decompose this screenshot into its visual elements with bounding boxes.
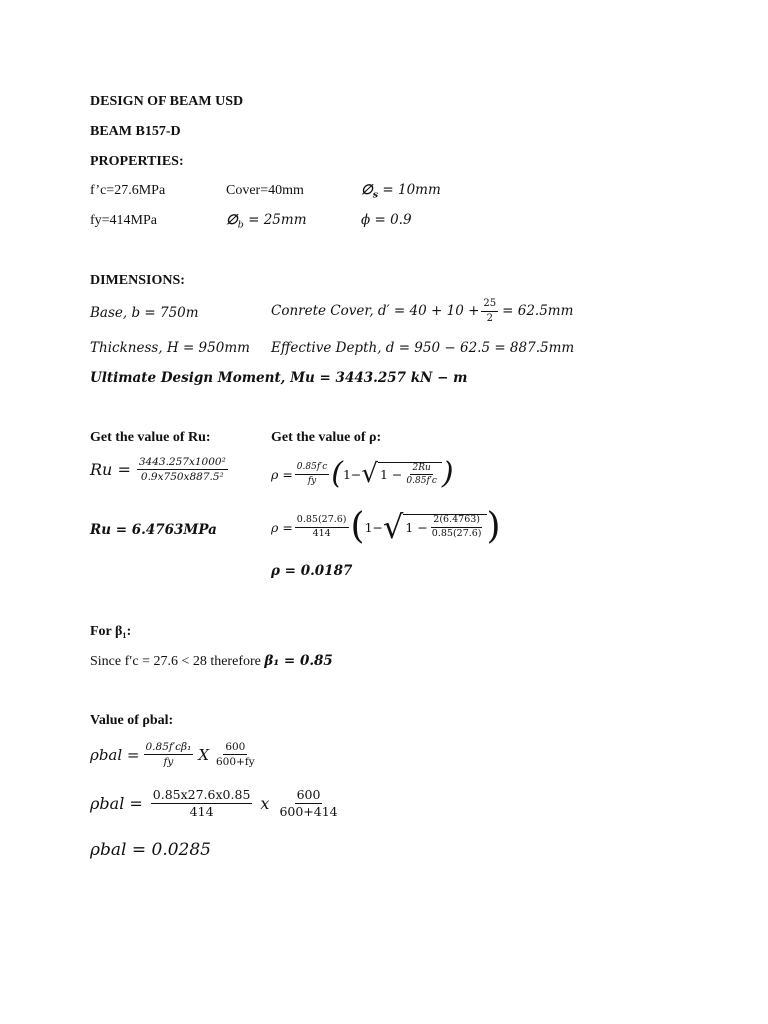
fc-value: f’c=27.6MPa: [90, 183, 166, 198]
effective-depth-value: Effective Depth, d = 950 − 62.5 = 887.5mm: [271, 340, 575, 356]
dimensions-heading: DIMENSIONS:: [90, 273, 185, 288]
thickness-value: Thickness, H = 950mm: [90, 340, 250, 356]
ultimate-moment-value: Ultimate Design Moment, Mu = 3443.257 kN − m: [90, 370, 468, 386]
phi-value: ϕ = 0.9: [361, 212, 412, 228]
rhobal-substituted: ρbal = $\frac{0.85x27.6x0.85}{414}$ x $\frac{600}{600+414}$: [90, 787, 338, 820]
beam-id: BEAM B157-D: [90, 124, 181, 139]
rhobal-result: ρbal = 0.0285: [90, 840, 211, 860]
phi-s-value: $\emptyset_s = 10mm$: [361, 182, 441, 201]
rho-heading: Get the value of ρ:: [271, 430, 382, 445]
properties-heading: PROPERTIES:: [90, 154, 184, 169]
ru-heading: Get the value of Ru:: [90, 430, 211, 445]
fy-value: fy=414MPa: [90, 213, 158, 228]
phi-b-value: $\emptyset_b = 25mm$: [226, 212, 307, 231]
cover-value: Cover=40mm: [226, 183, 304, 198]
document-title: DESIGN OF BEAM USD: [90, 94, 244, 109]
beta-heading: For β₁:: [90, 624, 132, 639]
rho-substituted: ρ = $\frac{0.85(27.6)}{414}$ ( 1− √ 1 − $\frac{2(6.4763)}{0.85(27.6)}$ ): [271, 506, 501, 547]
rhobal-formula: ρbal = $\frac{\text{0.85f′cβ₁}}{fy}$ X $\frac{600}{600+fy}$: [90, 741, 255, 769]
beta-line: Since f′c = 27.6 < 28 therefore β₁ = 0.85: [90, 653, 333, 669]
rho-result: ρ = 0.0187: [271, 563, 353, 579]
concrete-cover-formula: Conrete Cover, d′ = 40 + 10 + $\frac{25}{2}$ = 62.5mm: [271, 298, 574, 324]
base-value: Base, b = 750m: [90, 305, 199, 321]
ru-formula: Ru = $\frac{\text{3443.257x1000²}}{\text{0.9x750x887.5²}}$: [90, 456, 226, 484]
rhobal-heading: Value of ρbal:: [90, 713, 174, 728]
rho-formula: ρ = $\frac{0.85f'c}{fy}$ ( 1− √ 1 − $\frac{2Ru}{0.85f'c}$ ): [271, 456, 454, 491]
ru-result: Ru = 6.4763MPa: [90, 522, 217, 538]
